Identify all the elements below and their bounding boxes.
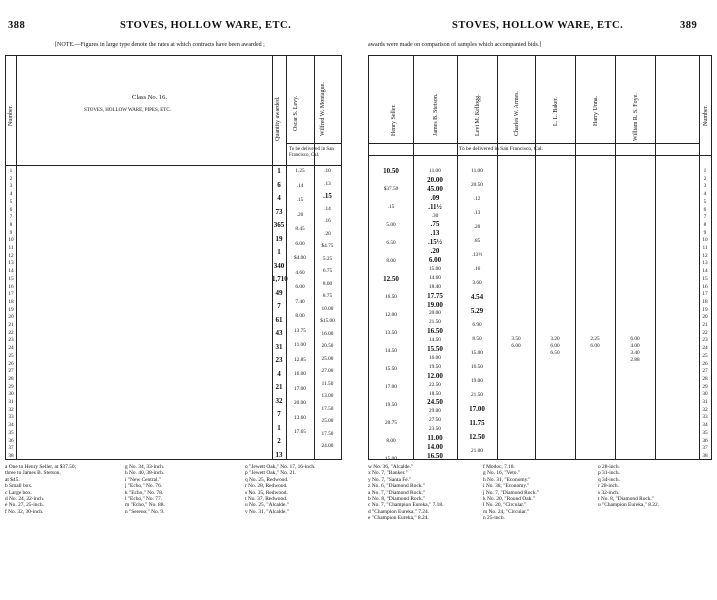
levy-bid-cell: 13.75 (294, 327, 306, 334)
row-number: 18 (702, 298, 708, 305)
footnote: a One to Henry Seller, at $37.50; (5, 464, 77, 470)
montague-bid-cell: .16 (324, 218, 331, 224)
quantity-cell: 61 (275, 315, 283, 324)
row-number: 14 (8, 268, 14, 275)
row-number: 17 (8, 291, 14, 298)
montague-bid-cell: 6.75 (322, 268, 333, 274)
row-number: 34 (8, 422, 14, 429)
kellogg-bid-cell: 5.29 (470, 307, 484, 315)
seller-bid-cell: 15.00 (385, 456, 397, 460)
seller-bid-cell: 13.50 (385, 330, 397, 336)
row-number: 35 (702, 429, 708, 436)
footnotes-right (368, 464, 713, 594)
row-number: 31 (702, 399, 708, 405)
kellogg-bid-cell: 20.50 (471, 182, 483, 188)
row-number: 25 (8, 352, 14, 359)
kellogg-bid-cell: 16.50 (471, 364, 483, 370)
row-number: 6 (703, 206, 707, 213)
footnote: p "Jewett Oak," No. 21. (245, 470, 297, 477)
kellogg-bid-cell: .85 (473, 238, 481, 244)
footnote: b Small box. (5, 483, 33, 490)
levy-bid-cell: .15 (296, 197, 304, 203)
bidder-kellogg: Levi M. Kellogg. (475, 94, 481, 136)
row-number: 29 (702, 383, 708, 390)
row-number: 12 (8, 252, 14, 259)
row-number: 32 (8, 406, 14, 413)
quantity-cell: 7 (277, 302, 281, 310)
stetson-bid-cell: 15.50 (427, 345, 443, 353)
row-number: 13 (702, 260, 708, 267)
row-number: 24 (702, 345, 708, 352)
seller-bid-cell: .15 (387, 204, 395, 210)
row-number: 2 (9, 175, 13, 182)
delivery-note: To be delivered in San Francisco, Cal. (289, 147, 334, 158)
row-number: 28 (8, 375, 14, 382)
class-title: Class No. 16. (132, 94, 168, 101)
row-number: 10 (8, 237, 14, 244)
stetson-bid-cell: 24.50 (427, 398, 443, 407)
row-number: 21 (8, 322, 14, 328)
row-number: 29 (8, 383, 14, 390)
footnote: l No. 20, "Circular." (483, 502, 527, 509)
bidder-montague: Wilfred W. Montague. (320, 82, 326, 136)
footnote: q No. 25, Redwood. (245, 476, 289, 483)
stetson-bid-cell: 23.50 (429, 426, 441, 433)
footnote: s No. 35, Redwood. (245, 489, 288, 496)
bidder-foye: William R. S. Foye. (633, 93, 639, 141)
row-number: 38 (702, 452, 708, 459)
stetson-bid-cell: 17.75 (427, 291, 443, 300)
stetson-bid-cell: 45.00 (427, 184, 443, 193)
quantity-cell: 1 (277, 248, 281, 256)
levy-bid-cell: 6.00 (295, 240, 305, 247)
quantity-cell: 13 (275, 450, 283, 459)
quantity-cell: 4 (277, 194, 281, 202)
montague-bid-cell: 24.00 (321, 443, 334, 449)
footnote: c No. 7, "Champion Eureka," 7.18. (368, 502, 444, 509)
stetson-bid-cell: 14.50 (429, 337, 441, 344)
row-number: 22 (8, 329, 14, 336)
seller-bid-cell: 8.00 (386, 438, 396, 444)
row-number: 2 (703, 175, 707, 182)
stetson-bid-cell: 16.50 (427, 451, 443, 460)
kellogg-bid-cell: 11.00 (471, 168, 483, 174)
stetson-bid-cell: .30 (431, 212, 439, 219)
row-number: 1 (9, 168, 13, 174)
row-number: 7 (703, 214, 707, 221)
row-number: 3 (9, 183, 13, 190)
montague-bid-cell: 25.00 (321, 418, 334, 424)
footnote: n "Sereno," No. 9. (125, 508, 165, 515)
row-number: 16 (8, 283, 14, 290)
row-number: 8 (9, 221, 13, 228)
footnote: i "New Central." (125, 476, 161, 483)
row-number: 34 (702, 422, 708, 429)
montague-bid-cell: .15 (323, 192, 332, 200)
row-number: 23 (8, 337, 14, 344)
stetson-bid-cell: 20.00 (427, 175, 443, 184)
left-note: [NOTE.—Figures in large type denote the rates at which contracts have been awarded ; (55, 42, 265, 48)
stetson-bid-cell: .13 (430, 229, 440, 238)
right-page-number: 389 (680, 20, 698, 31)
stetson-bid-cell: .11½ (428, 202, 442, 211)
quantity-cell: 49 (275, 288, 283, 297)
row-number: 36 (702, 437, 708, 444)
row-number: 5 (9, 198, 13, 205)
kellogg-bid-cell: 15.00 (471, 350, 483, 356)
seller-bid-cell: 5.00 (386, 222, 396, 228)
footnote: k No. 20, "Round Oak." (483, 496, 535, 502)
footnote: f Modoc, 7.18. (483, 464, 515, 470)
footnote: f No. 32, 30-inch. (5, 508, 44, 515)
footnote: i No. 38, "Economy." (483, 483, 530, 490)
kellogg-bid-cell: .16 (473, 266, 481, 272)
row-number: 25 (702, 352, 708, 359)
row-number: 24 (8, 345, 14, 352)
row-number: 21 (702, 322, 708, 328)
footnote: three to James B. Stetson, (5, 470, 61, 477)
footnote: h No. 31, "Economy." (483, 476, 531, 483)
montague-bid-cell: 17.50 (321, 430, 334, 437)
montague-bid-cell: 16.00 (321, 330, 334, 337)
footnote: r No. 28, Redwood. (245, 483, 288, 490)
quantity-cell: 6 (277, 180, 281, 189)
stetson-bid-cell: 21.50 (429, 319, 441, 326)
row-number: 6 (9, 206, 13, 213)
row-number: 37 (8, 445, 14, 452)
baker-bid-cell: 6.50 (550, 350, 560, 356)
row-number: 4 (703, 191, 707, 198)
row-number: 35 (8, 429, 14, 436)
footnote: m No. 24, "Circular." (483, 508, 530, 515)
unna-bid-cell: 6.00 (590, 343, 600, 349)
footnote: w No. 36, "Alcalde." (368, 464, 414, 470)
kellogg-bid-cell: .13½ (471, 252, 483, 258)
quantity-cell: 1 (277, 167, 281, 175)
header-number-right: Number. (703, 105, 709, 126)
header-number: Number. (8, 105, 14, 126)
row-number: 26 (8, 360, 14, 367)
footnote: m "Echo," No. 88. (125, 502, 165, 509)
seller-bid-cell: 12.50 (383, 275, 399, 283)
row-number: 12 (702, 252, 708, 259)
stetson-bid-cell: 14.00 (427, 442, 443, 451)
kellogg-bid-cell: 6.90 (472, 322, 482, 328)
footnote: d No. 24, 22-inch. (5, 496, 45, 502)
kellogg-bid-cell: .12 (473, 196, 481, 202)
seller-bid-cell: 15.50 (385, 366, 397, 372)
montague-bid-cell: 8.00 (322, 280, 333, 287)
footnote: t No. 8, "Diamond Rock." (598, 496, 655, 502)
montague-bid-cell: 8.75 (322, 293, 333, 299)
montague-bid-cell: 5.25 (322, 255, 333, 262)
seller-bid-cell: 8.00 (386, 258, 396, 264)
row-number: 36 (8, 437, 14, 444)
row-number: 28 (702, 375, 708, 382)
row-number: 19 (8, 306, 14, 313)
levy-bid-cell: 11.00 (294, 342, 306, 348)
footnote: c Large box. (5, 489, 32, 496)
levy-bid-cell: 8.45 (295, 226, 305, 232)
levy-bid-cell: $4.00 (294, 255, 306, 261)
row-number: 14 (702, 268, 708, 275)
row-number: 13 (8, 260, 14, 267)
kellogg-bid-cell: 21.00 (471, 448, 483, 454)
montague-bid-cell: $4.75 (321, 243, 334, 249)
row-number: 9 (703, 229, 707, 236)
montague-bid-cell: 25.00 (321, 355, 334, 362)
stetson-bid-cell: 6.00 (428, 256, 442, 264)
seller-bid-cell: 14.50 (385, 348, 397, 354)
montague-bid-cell: .20 (324, 230, 331, 237)
row-number: 26 (702, 360, 708, 367)
footnote: e No. 27, 25-inch. (5, 502, 44, 509)
stetson-bid-cell: .15½ (428, 238, 442, 247)
left-page-number: 388 (8, 20, 26, 31)
kellogg-bid-cell: 21.50 (471, 392, 483, 398)
bidder-unna: Harry Unna. (593, 96, 599, 126)
bidder-levy: Oscar S. Levy. (293, 95, 299, 131)
levy-bid-cell: .20 (296, 211, 304, 218)
footnote: s 32-inch. (598, 489, 620, 496)
footnote: b No. 8, "Diamond Rock." (368, 496, 426, 502)
seller-bid-cell: 19.50 (385, 402, 397, 408)
footnote: g No. 34, 33-inch. (125, 464, 165, 470)
row-number: 15 (8, 275, 14, 282)
row-number: 5 (703, 198, 707, 205)
quantity-cell: 23 (275, 356, 283, 364)
unna-bid-cell: 2.25 (590, 336, 600, 342)
row-number: 20 (8, 314, 14, 321)
quantity-cell: 19 (275, 234, 283, 243)
row-number: 27 (8, 368, 14, 375)
quantity-cell: 1,710 (272, 275, 288, 283)
delivery-note-right: To be delivered in San Francisco, Cal. (459, 146, 543, 152)
row-number: 23 (702, 337, 708, 344)
footnote: h No. 40, 38-inch. (125, 470, 165, 477)
right-running-head: STOVES, HOLLOW WARE, ETC. (452, 20, 624, 31)
footnote: l "Echo," No. 77. (125, 496, 163, 502)
footnote: t No. 37, Redwood. (245, 496, 288, 502)
stetson-bid-cell: 11.00 (427, 434, 443, 442)
seller-bid-cell: 16.50 (385, 294, 397, 300)
stetson-bid-cell: 16.50 (427, 327, 443, 336)
kellogg-bid-cell: 19.00 (471, 378, 483, 384)
row-number: 22 (702, 329, 708, 336)
footnote: u No. 25, "Alcalde." (245, 502, 289, 509)
footnote: p 31-inch. (598, 470, 620, 477)
right-table (368, 55, 712, 460)
foye-bid-cell: 4.00 (630, 343, 640, 349)
footnote: o "Jewett Oak," No. 17, 16-inch. (245, 464, 316, 470)
quantity-cell: 7 (277, 410, 281, 418)
stetson-bid-cell: 12.00 (427, 371, 443, 380)
footnote: x No. 7, "Banker." (368, 470, 408, 477)
quantity-cell: 340 (273, 261, 285, 270)
footnote: j No. 7, "Diamond Rock." (483, 489, 540, 496)
bidder-seller: Henry Seller. (391, 104, 397, 136)
montague-bid-cell: .13 (324, 180, 331, 187)
footnote: j "Echo," No. 76. (125, 483, 163, 490)
row-number: 31 (8, 399, 14, 405)
levy-bid-cell: 1.25 (295, 168, 305, 174)
kellogg-bid-cell: .20 (473, 224, 481, 230)
footnote: g No. 16, "Veto." (483, 470, 521, 477)
levy-bid-cell: 20.00 (294, 400, 306, 406)
levy-bid-cell: 17.00 (294, 385, 306, 392)
stetson-bid-cell: 11.00 (429, 168, 441, 174)
montague-bid-cell: 13.00 (321, 393, 334, 399)
row-number: 32 (702, 406, 708, 413)
foye-bid-cell: 3.40 (630, 350, 640, 356)
kellogg-bid-cell: 4.54 (470, 293, 484, 301)
montague-bid-cell: $15.00 (320, 318, 335, 324)
footnote: at $45. (5, 476, 20, 483)
row-number: 3 (703, 183, 707, 190)
kellogg-bid-cell: 11.75 (469, 419, 485, 427)
armes-bid-cell: 6.00 (511, 343, 521, 349)
seller-bid-cell: 10.50 (383, 167, 399, 175)
levy-bid-cell: 4.60 (295, 269, 305, 276)
row-number: 4 (9, 191, 13, 198)
footnote: d "Champion Eureka," 7.24. (368, 508, 429, 515)
row-number: 15 (702, 275, 708, 282)
quantity-cell: 365 (273, 221, 285, 229)
stetson-bid-cell: .75 (430, 220, 440, 229)
levy-bid-cell: 13.60 (294, 414, 306, 421)
montague-bid-cell: 10.00 (321, 305, 334, 312)
row-number: 9 (9, 229, 13, 236)
footnote: y No. 7, "Santa Fé." (368, 476, 412, 483)
left-running-head: STOVES, HOLLOW WARE, ETC. (120, 20, 292, 31)
stetson-bid-cell: 14.60 (429, 274, 441, 281)
stetson-bid-cell: 27.50 (429, 417, 441, 424)
row-number: 33 (8, 414, 14, 421)
kellogg-bid-cell: 3.60 (472, 280, 482, 286)
seller-bid-cell: 6.50 (386, 240, 396, 246)
stetson-bid-cell: 15.00 (429, 265, 441, 272)
header-quantity: Quantity awarded. (275, 96, 281, 141)
row-number: 38 (8, 452, 14, 459)
stetson-bid-cell: 18.50 (429, 390, 441, 397)
montague-bid-cell: 17.50 (321, 405, 334, 412)
row-number: 10 (702, 237, 708, 244)
row-number: 33 (702, 414, 708, 421)
quantity-cell: 1 (277, 423, 281, 432)
montague-bid-cell: .10 (324, 168, 331, 174)
seller-bid-cell: 12.00 (385, 312, 397, 318)
levy-bid-cell: .14 (296, 182, 304, 189)
row-number: 18 (8, 298, 14, 305)
seller-bid-cell: 17.00 (385, 384, 397, 390)
baker-bid-cell: 6.00 (550, 343, 560, 349)
footnote: z No. 6, "Diamond Rock." (368, 483, 425, 490)
foye-bid-cell: 2.88 (630, 357, 640, 363)
levy-bid-cell: 12.85 (294, 356, 306, 363)
row-number: 1 (703, 168, 707, 174)
quantity-cell: 73 (275, 207, 283, 216)
footnote: r 28-inch. (598, 483, 619, 490)
row-number: 19 (702, 306, 708, 313)
class-subtitle: STOVES, HOLLOW WARE, PIPES, ETC. (84, 108, 171, 113)
stetson-bid-cell: 29.00 (429, 408, 441, 415)
levy-bid-cell: 17.65 (294, 429, 306, 435)
foye-bid-cell: 6.00 (630, 336, 640, 342)
montague-bid-cell: 11.50 (321, 380, 334, 387)
row-number: 11 (8, 245, 14, 251)
kellogg-bid-cell: 12.50 (469, 433, 485, 441)
levy-bid-cell: 16.00 (294, 371, 306, 377)
kellogg-bid-cell: .13 (473, 210, 481, 216)
stetson-bid-cell: 20.00 (429, 310, 441, 317)
montague-bid-cell: 20.50 (321, 343, 334, 349)
stetson-bid-cell: .09 (430, 193, 440, 202)
levy-bid-cell: 7.40 (295, 298, 305, 305)
footnotes-left (5, 464, 365, 594)
right-note: awards were made on comparison of samples which accompanied bids.] (368, 42, 542, 48)
stetson-bid-cell: 18.40 (429, 283, 441, 290)
left-table (5, 55, 342, 460)
armes-bid-cell: 3.50 (511, 336, 521, 342)
footnote: u "Champion Eureka," 8.22. (598, 502, 659, 509)
levy-bid-cell: 8.00 (295, 313, 305, 319)
bidder-stetson: James B. Stetson. (433, 93, 439, 136)
footnote: k "Echo," No. 78. (125, 489, 164, 496)
footnote: v No. 31, "Alcalde." (245, 508, 289, 515)
footnote: q 34-inch. (598, 476, 620, 483)
footnote: e "Champion Eureka," 8.24. (368, 515, 429, 522)
quantity-cell: 2 (277, 437, 281, 445)
row-number: 11 (702, 245, 708, 251)
seller-bid-cell: $37.50 (383, 186, 399, 192)
footnote: o 28-inch. (598, 464, 620, 470)
stetson-bid-cell: .20 (430, 247, 440, 256)
row-number: 7 (9, 214, 13, 221)
quantity-cell: 31 (275, 342, 283, 351)
quantity-cell: 4 (277, 369, 281, 378)
quantity-cell: 32 (275, 396, 283, 405)
baker-bid-cell: 3.20 (550, 336, 560, 342)
montague-bid-cell: 27.00 (321, 368, 334, 374)
row-number: 37 (702, 445, 708, 452)
row-number: 30 (702, 391, 708, 398)
kellogg-bid-cell: 17.00 (469, 405, 485, 413)
quantity-cell: 21 (275, 383, 283, 391)
row-number: 16 (702, 283, 708, 290)
bidder-armes: Charles W. Armes. (514, 91, 520, 136)
row-number: 30 (8, 391, 14, 398)
kellogg-bid-cell: 8.50 (472, 336, 482, 342)
stetson-bid-cell: 16.00 (429, 354, 441, 361)
bidder-baker: L. L. Baker. (553, 97, 559, 126)
stetson-bid-cell: 22.50 (429, 381, 441, 388)
footnote: a No. 7, "Diamond Rock." (368, 489, 425, 496)
seller-bid-cell: 20.75 (385, 420, 397, 426)
quantity-cell: 43 (275, 329, 283, 337)
stetson-bid-cell: 19.50 (429, 363, 441, 370)
montague-bid-cell: .14 (324, 205, 331, 212)
stetson-bid-cell: 19.00 (427, 300, 443, 309)
row-number: 17 (702, 291, 708, 298)
row-number: 20 (702, 314, 708, 321)
levy-bid-cell: 6.00 (295, 284, 305, 290)
footnote: n 25-inch. (483, 515, 505, 522)
row-number: 27 (702, 368, 708, 375)
row-number: 8 (703, 221, 707, 228)
